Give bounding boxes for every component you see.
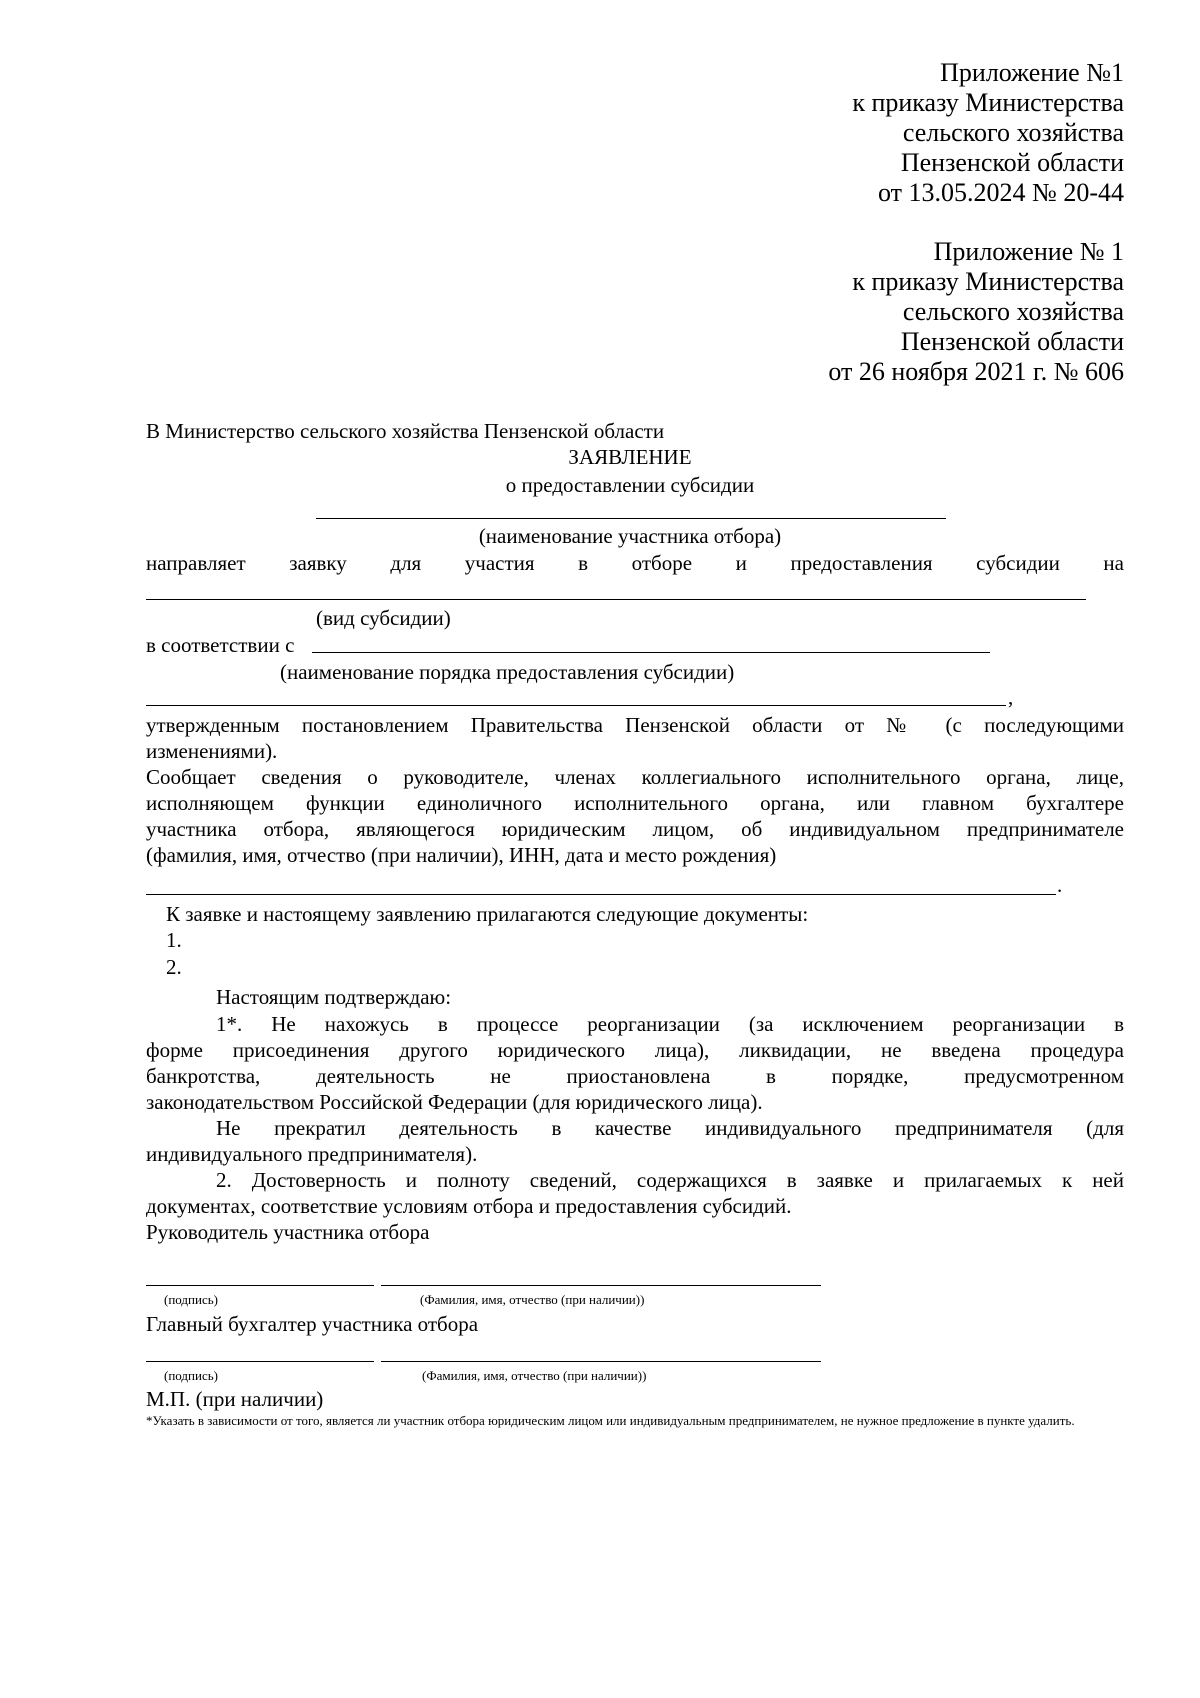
info-line: (фамилия, имя, отчество (при наличии), ИНН, дата и место рождения) xyxy=(146,843,777,867)
attachment-item: 1. xyxy=(166,928,182,952)
document-title: ЗАЯВЛЕНИЕ xyxy=(568,445,692,469)
head-name-line xyxy=(381,1285,821,1286)
sends-request-line: направляет заявку для участия в отборе и предоставления субсидии на xyxy=(146,551,1124,575)
comma: , xyxy=(1008,685,1014,709)
subsidy-caption: (вид субсидии) xyxy=(316,606,451,630)
stamp-label: М.П. (при наличии) xyxy=(146,1387,324,1411)
subsidy-type-line xyxy=(146,599,1086,600)
confirm-line: 2. Достоверность и полноту сведений, содержащихся в заявке и прилагаемых к ней xyxy=(216,1168,1124,1192)
header2-line: сельского хозяйства xyxy=(902,297,1124,326)
period: . xyxy=(1057,873,1063,897)
confirm-line: документах, соответствие условиям отбора и предоставления субсидий. xyxy=(146,1194,792,1218)
head-signature-line xyxy=(146,1285,374,1286)
participant-name-line xyxy=(316,518,946,519)
accountant-name-line xyxy=(381,1361,821,1362)
confirm-line: 1*. Не нахожусь в процессе реорганизации (за исключением реорганизации в xyxy=(216,1012,1124,1036)
header1-line: Пензенской области xyxy=(900,148,1124,177)
header1-line: Приложение №1 xyxy=(940,58,1124,87)
approved-line: изменениями). xyxy=(146,739,278,763)
participant-caption: (наименование участника отбора) xyxy=(478,524,782,548)
info-line: исполняющем функции единоличного исполнительного органа, или главном бухгалтере xyxy=(146,791,1124,815)
approved-line: утвержденным постановлением Правительства Пензенской области от № (с последующими xyxy=(146,713,1124,737)
name-caption: (Фамилия, имя, отчество (при наличии)) xyxy=(420,1292,645,1307)
signature-caption: (подпись) xyxy=(164,1368,218,1383)
accountant-signature-line xyxy=(146,1361,374,1362)
confirm-intro: Настоящим подтверждаю: xyxy=(216,985,452,1009)
document-subtitle: о предоставлении субсидии xyxy=(505,473,755,497)
footnote: *Указать в зависимости от того, является ли участник отбора юридическим лицом или индивидуальным предпринимателем, не нужное предложение в пункте удалить. xyxy=(146,1413,1075,1428)
attachment-item: 2. xyxy=(166,955,182,979)
order-name-line xyxy=(312,652,990,653)
order-name-line-2 xyxy=(146,705,1006,706)
order-caption: (наименование порядка предоставления субсидии) xyxy=(280,660,735,684)
confirm-line: банкротства, деятельность не приостановлена в порядке, предусмотренном xyxy=(146,1064,1124,1088)
header1-line: к приказу Министерства xyxy=(852,88,1124,117)
signature-caption: (подпись) xyxy=(164,1292,218,1307)
confirm-line: форме присоединения другого юридического лица), ликвидации, не введена процедура xyxy=(146,1038,1124,1062)
appendix-header-original xyxy=(828,237,1124,387)
confirm-text xyxy=(146,1011,1124,1245)
approved-text xyxy=(146,712,1124,868)
according-label: в соответствии с xyxy=(146,633,295,657)
confirm-line: законодательством Российской Федерации (для юридического лица). xyxy=(146,1090,763,1114)
attachments-intro: К заявке и настоящему заявлению прилагаются следующие документы: xyxy=(166,902,809,926)
name-caption: (Фамилия, имя, отчество (при наличии)) xyxy=(422,1368,647,1383)
header2-line: Приложение № 1 xyxy=(933,237,1124,266)
header2-line: от 26 ноября 2021 г. № 606 xyxy=(828,357,1124,386)
header2-line: к приказу Министерства xyxy=(852,267,1124,296)
header2-line: Пензенской области xyxy=(900,327,1124,356)
header1-line: от 13.05.2024 № 20-44 xyxy=(878,178,1124,207)
header1-line: сельского хозяйства xyxy=(902,118,1124,147)
info-line: Сообщает сведения о руководителе, членах коллегиального исполнительного органа, лице, xyxy=(146,765,1124,789)
confirm-line: Не прекратил деятельность в качестве индивидуального предпринимателя (для xyxy=(216,1116,1124,1140)
info-line: участника отбора, являющегося юридическим лицом, об индивидуальном предпринимателе xyxy=(146,817,1124,841)
addressee: В Министерство сельского хозяйства Пензенской области xyxy=(146,419,665,443)
head-label: Руководитель участника отбора xyxy=(146,1220,430,1244)
confirm-line: индивидуального предпринимателя). xyxy=(146,1142,478,1166)
info-fill-line xyxy=(146,894,1056,895)
appendix-header-current xyxy=(852,58,1124,208)
accountant-label: Главный бухгалтер участника отбора xyxy=(146,1312,479,1336)
